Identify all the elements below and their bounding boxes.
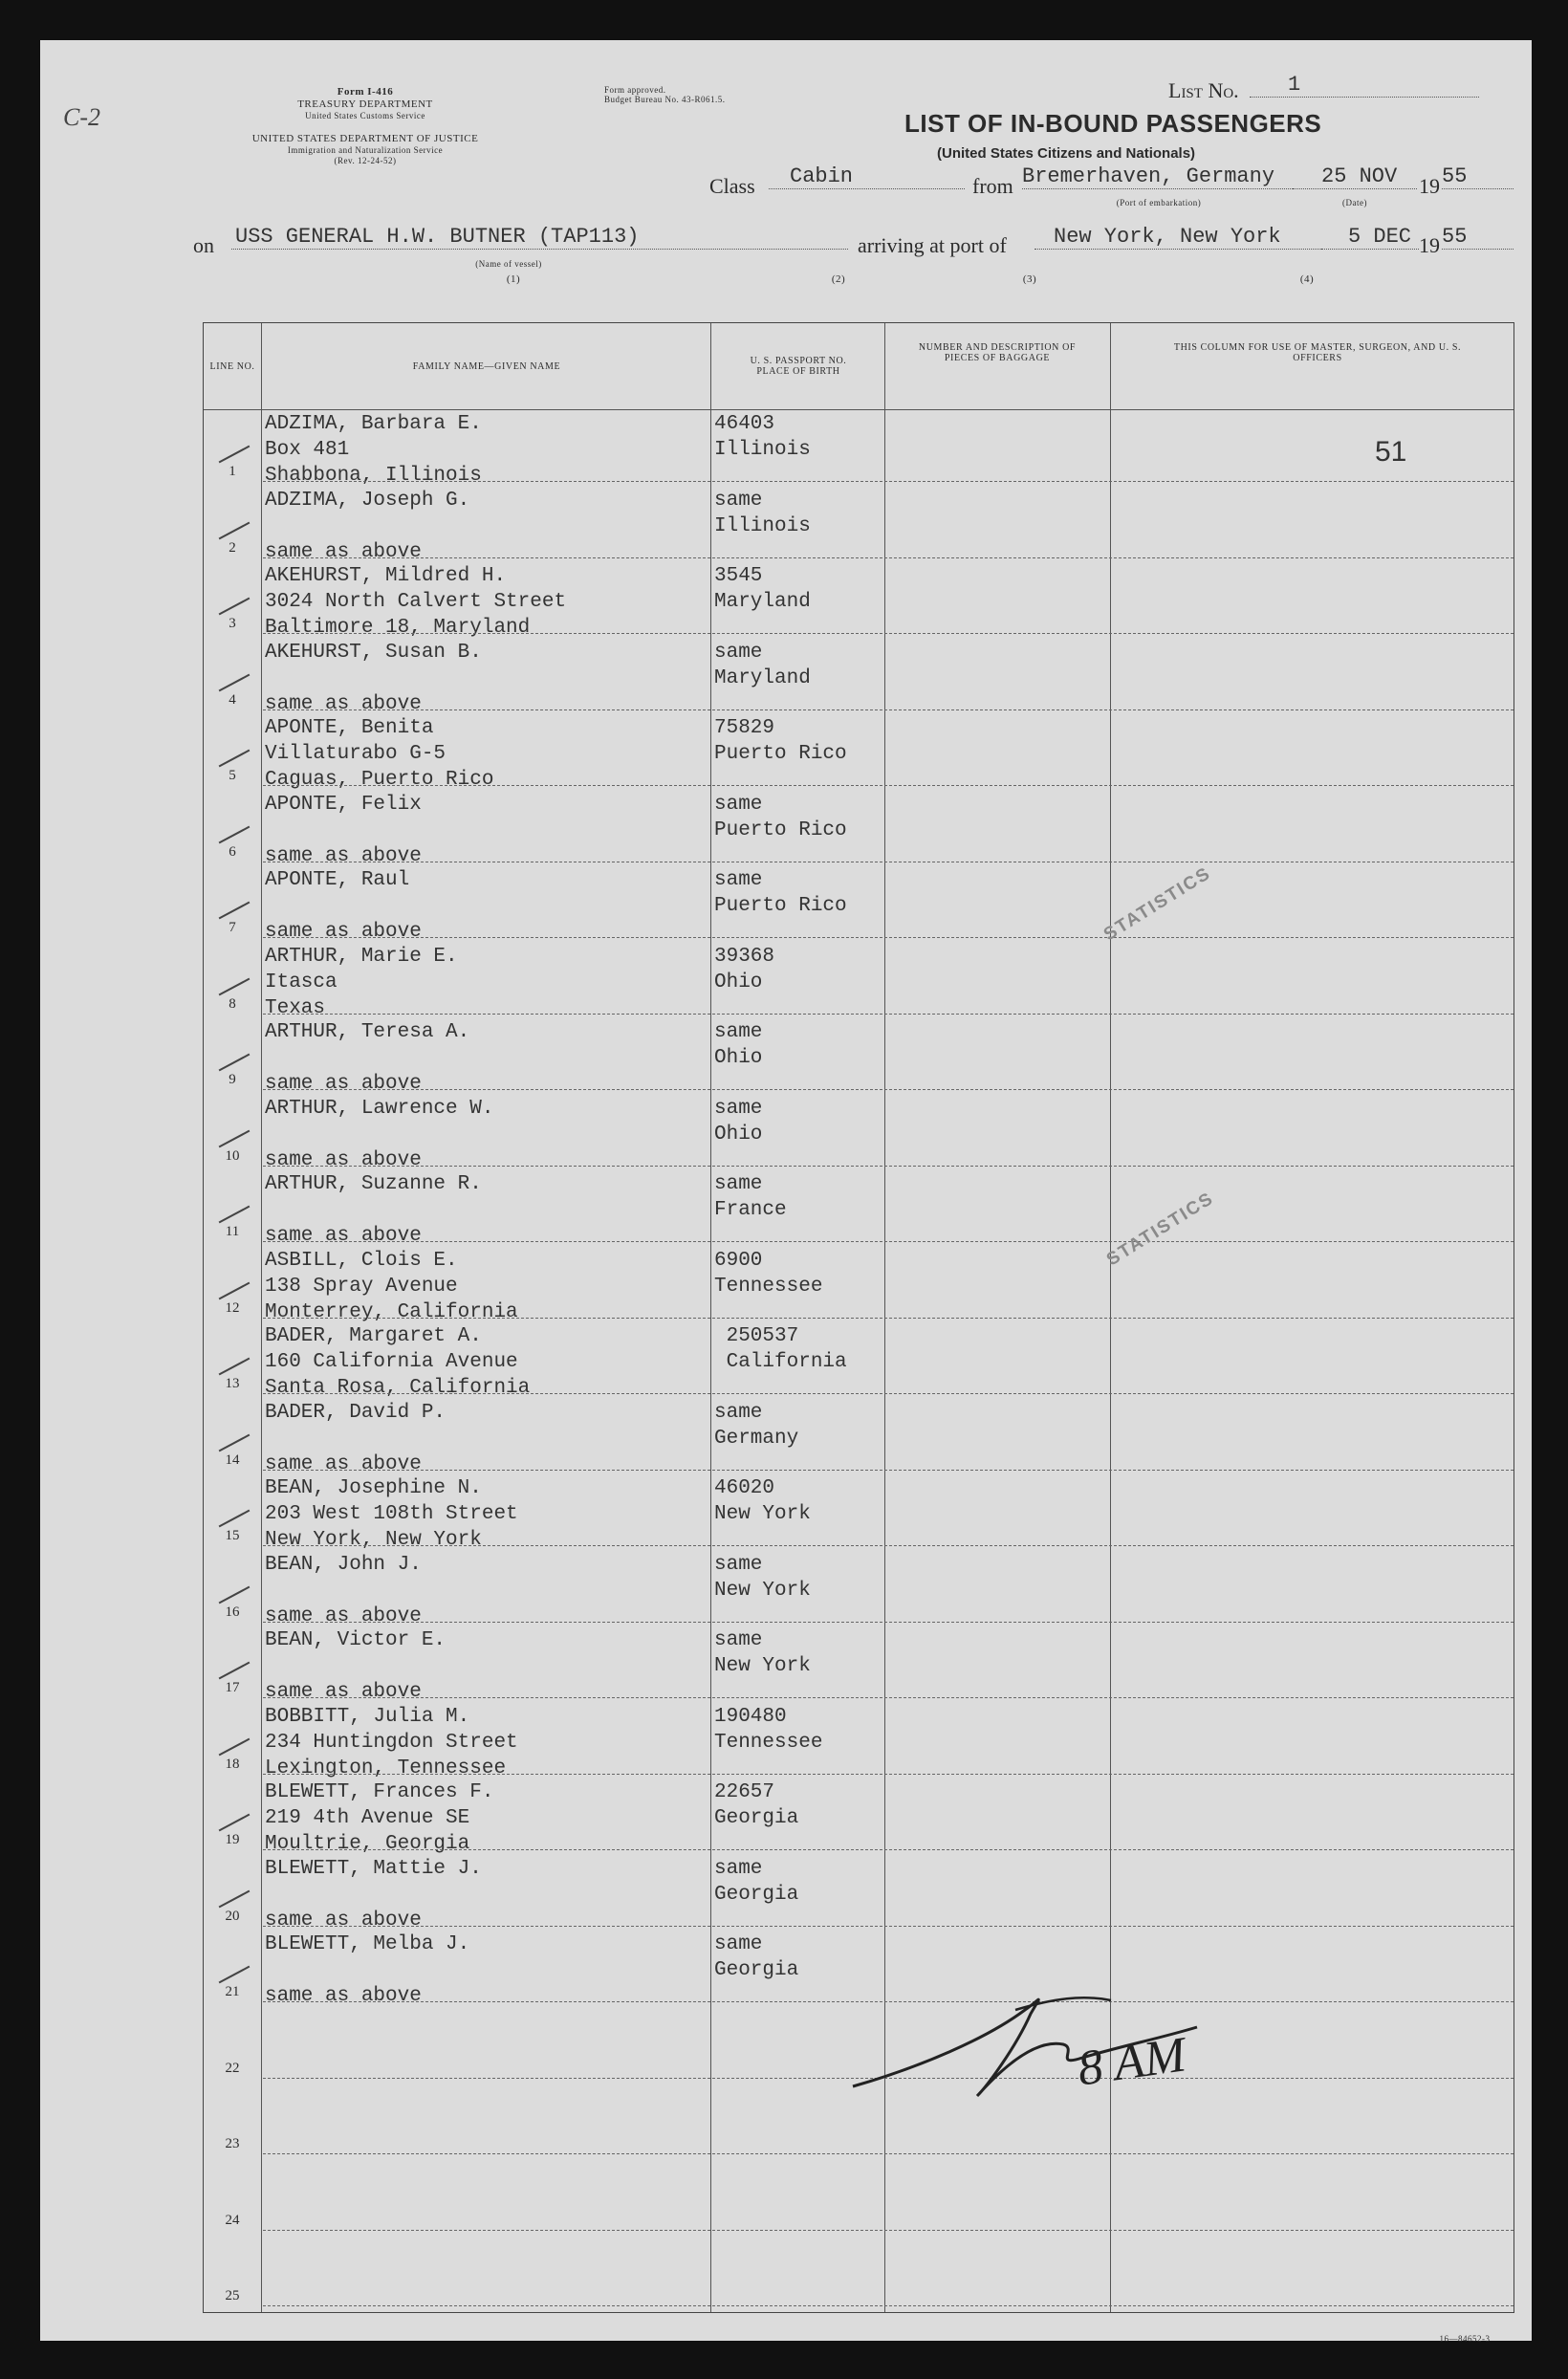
passenger-name-address: ADZIMA, Barbara E. Box 481 Shabbona, Illinois [265, 413, 482, 487]
line-number: 7 [229, 920, 236, 935]
passenger-name-address: BADER, Margaret A. 160 California Avenue Santa Rosa, California [265, 1325, 531, 1399]
date-caption: (Date) [1342, 198, 1367, 207]
check-mark [219, 1510, 250, 1528]
table-row [204, 563, 1514, 640]
table-row [204, 488, 1514, 564]
col-header-line-no: LINE NO. [209, 360, 255, 372]
passenger-name-address: APONTE, Benita Villaturabo G-5 Caguas, Puerto Rico [265, 717, 494, 791]
table-row [204, 792, 1514, 868]
col-header-name: FAMILY NAME—GIVEN NAME [412, 360, 561, 372]
line-number: 19 [225, 1832, 240, 1847]
arrival-port: New York, New York [1034, 225, 1321, 250]
passport-birthplace: same Ohio [714, 1021, 763, 1069]
line-number: 16 [225, 1604, 240, 1620]
passport-birthplace: 250537 California [726, 1325, 847, 1373]
line-number: 3 [229, 616, 236, 631]
table-row [204, 1096, 1514, 1172]
check-mark [219, 1433, 250, 1451]
passport-birthplace: 3545 Maryland [714, 565, 811, 613]
table-row [204, 2160, 1514, 2237]
passenger-name-address: ARTHUR, Teresa A. same as above [265, 1021, 470, 1095]
check-mark [219, 446, 250, 464]
passenger-name-address: BEAN, Josephine N. 203 West 108th Street New York, New York [265, 1477, 518, 1551]
col-header-officers: THIS COLUMN FOR USE OF MASTER, SURGEON, AND U. S. OFFICERS [1173, 342, 1462, 363]
budget-bureau: Budget Bureau No. 43-R061.5. [604, 95, 726, 104]
table-row [204, 640, 1514, 716]
line-number: 25 [225, 2288, 240, 2303]
passport-birthplace: same Puerto Rico [714, 869, 847, 917]
check-mark [219, 750, 250, 768]
line-number: 9 [229, 1072, 236, 1087]
officer-note: 51 [1375, 436, 1407, 468]
table-row [204, 1475, 1514, 1552]
departure-year-prefix: 19 [1419, 174, 1440, 198]
passenger-name-address: BLEWETT, Frances F. 219 4th Avenue SE Moultrie, Georgia [265, 1781, 494, 1855]
line-number: 5 [229, 768, 236, 783]
arrival-year-prefix: 19 [1419, 233, 1440, 257]
passenger-name-address: BEAN, John J. same as above [265, 1553, 422, 1627]
line-number: 15 [225, 1528, 240, 1543]
line-number: 12 [225, 1299, 240, 1316]
passport-birthplace: same New York [714, 1553, 811, 1602]
line-number: 10 [225, 1147, 240, 1164]
vessel-caption: (Name of vessel) [475, 259, 542, 269]
passenger-name-address: APONTE, Raul same as above [265, 869, 422, 943]
ins: Immigration and Naturalization Service [287, 145, 444, 155]
check-mark [219, 673, 250, 691]
col-header-passport: U. S. PASSPORT NO. PLACE OF BIRTH [750, 356, 847, 377]
passenger-name-address: BOBBITT, Julia M. 234 Huntingdon Street Lexington, Tennessee [265, 1705, 518, 1779]
passport-birthplace: 39368 Ohio [714, 945, 775, 993]
passport-birthplace: same Georgia [714, 1933, 799, 1981]
class-label: Class [709, 174, 755, 198]
check-mark [219, 1206, 250, 1224]
passenger-name-address: ARTHUR, Marie E. Itasca Texas [265, 945, 458, 1019]
doj: UNITED STATES DEPARTMENT OF JUSTICE [251, 133, 479, 144]
line-number: 2 [229, 539, 236, 556]
line-number: 4 [229, 691, 236, 708]
table-row [204, 1704, 1514, 1780]
passenger-name-address: ARTHUR, Lawrence W. same as above [265, 1097, 494, 1171]
check-mark [219, 598, 250, 616]
list-no-label: List No. [1168, 78, 1239, 102]
line-number: 1 [229, 464, 236, 479]
passport-birthplace: 22657 Georgia [714, 1781, 799, 1829]
line-number: 22 [225, 2060, 240, 2076]
col-num-2: (2) [831, 273, 846, 285]
col-num-4: (4) [1299, 273, 1315, 285]
footer-code: 16—84652-3 [1439, 2334, 1491, 2344]
check-mark [219, 825, 250, 843]
check-mark [219, 1662, 250, 1680]
from-caption: (Port of embarkation) [1116, 198, 1202, 207]
check-mark [219, 1814, 250, 1832]
passenger-name-address: ASBILL, Clois E. 138 Spray Avenue Monterrey, California [265, 1249, 518, 1323]
passenger-name-address: ARTHUR, Suzanne R. same as above [265, 1173, 482, 1247]
from-value: Bremerhaven, Germany [1022, 164, 1295, 189]
rev: (Rev. 12-24-52) [334, 156, 397, 165]
col-header-baggage: NUMBER AND DESCRIPTION OF PIECES OF BAGGAGE [918, 342, 1077, 363]
statistics-stamp: STATISTICS [1100, 862, 1215, 946]
passport-birthplace: 6900 Tennessee [714, 1249, 823, 1298]
from-label: from [972, 174, 1013, 198]
check-mark [219, 1737, 250, 1756]
table-row [204, 1171, 1514, 1248]
on-label: on [193, 233, 214, 257]
passport-birthplace: same France [714, 1173, 787, 1221]
statistics-stamp: STATISTICS [1102, 1188, 1218, 1271]
check-mark [219, 1054, 250, 1072]
passenger-name-address: BEAN, Victor E. same as above [265, 1629, 446, 1703]
passport-birthplace: 46020 New York [714, 1477, 811, 1525]
signature-annotation: 8 AM [1074, 2027, 1189, 2097]
table-row [204, 1248, 1514, 1324]
customs-service: United States Customs Service [305, 111, 425, 120]
passenger-name-address: AKEHURST, Mildred H. 3024 North Calvert Street Baltimore 18, Maryland [265, 565, 567, 639]
arrival-date: 5 DEC [1321, 225, 1419, 250]
form-number: Form I-416 [337, 86, 394, 98]
passenger-name-address: BADER, David P. same as above [265, 1401, 446, 1475]
departure-date: 25 NOV [1293, 164, 1417, 189]
passport-birthplace: same Ohio [714, 1097, 763, 1146]
passport-birthplace: 46403 Illinois [714, 413, 811, 461]
passenger-name-address: AKEHURST, Susan B. same as above [265, 641, 482, 715]
line-number: 14 [225, 1451, 240, 1468]
arriving-label: arriving at port of [858, 233, 1007, 257]
passenger-name-address: ADZIMA, Joseph G. same as above [265, 489, 470, 563]
check-mark [219, 1889, 250, 1908]
line-number: 24 [225, 2212, 240, 2228]
page-subtitle: (United States Citizens and Nationals) [937, 145, 1196, 162]
check-mark [219, 1966, 250, 1984]
passport-birthplace: same Georgia [714, 1857, 799, 1906]
line-number: 11 [225, 1224, 240, 1239]
passenger-name-address: BLEWETT, Mattie J. same as above [265, 1857, 482, 1932]
table-row [204, 1323, 1514, 1400]
table-row [204, 1779, 1514, 1856]
check-mark [219, 1585, 250, 1604]
check-mark [219, 521, 250, 539]
line-number: 23 [225, 2136, 240, 2151]
table-row [204, 1400, 1514, 1476]
vessel-name: USS GENERAL H.W. BUTNER (TAP113) [231, 225, 848, 250]
passenger-name-address: BLEWETT, Melba J. same as above [265, 1933, 470, 2007]
table-row [204, 944, 1514, 1020]
col-num-1: (1) [506, 273, 521, 285]
check-mark [219, 1358, 250, 1376]
table-row [204, 1627, 1514, 1704]
table-row [204, 1552, 1514, 1628]
line-number: 6 [229, 843, 236, 860]
class-value: Cabin [769, 164, 965, 189]
passport-birthplace: same Germany [714, 1401, 799, 1450]
line-number: 13 [225, 1376, 240, 1391]
line-number: 20 [225, 1908, 240, 1924]
table-row [204, 715, 1514, 792]
line-number: 17 [225, 1680, 240, 1695]
passport-birthplace: same Maryland [714, 641, 811, 689]
check-mark [219, 1281, 250, 1299]
passport-birthplace: 190480 Tennessee [714, 1705, 823, 1754]
table-row [204, 1856, 1514, 1932]
table-row [204, 1019, 1514, 1096]
table-row [204, 867, 1514, 944]
margin-mark: C-2 [63, 103, 100, 131]
passport-birthplace: same New York [714, 1629, 811, 1677]
col-num-3: (3) [1022, 273, 1037, 285]
passport-birthplace: 75829 Puerto Rico [714, 717, 847, 765]
list-no-value: 1 [1250, 73, 1479, 98]
page-title: LIST OF IN-BOUND PASSENGERS [904, 109, 1322, 138]
table-row [204, 411, 1514, 488]
departure-year: 55 [1442, 164, 1514, 189]
check-mark [219, 977, 250, 995]
treasury-dept: TREASURY DEPARTMENT [297, 98, 433, 110]
passport-birthplace: same Puerto Rico [714, 793, 847, 841]
arrival-year: 55 [1442, 225, 1514, 250]
passenger-name-address: APONTE, Felix same as above [265, 793, 422, 867]
line-number: 18 [225, 1756, 240, 1772]
passport-birthplace: same Illinois [714, 489, 811, 537]
form-approved: Form approved. [604, 85, 666, 95]
manifest-page [40, 40, 1532, 2344]
table-row [204, 2236, 1514, 2312]
line-number: 21 [225, 1984, 240, 1999]
line-number: 8 [229, 995, 236, 1012]
check-mark [219, 1129, 250, 1147]
check-mark [219, 902, 250, 920]
